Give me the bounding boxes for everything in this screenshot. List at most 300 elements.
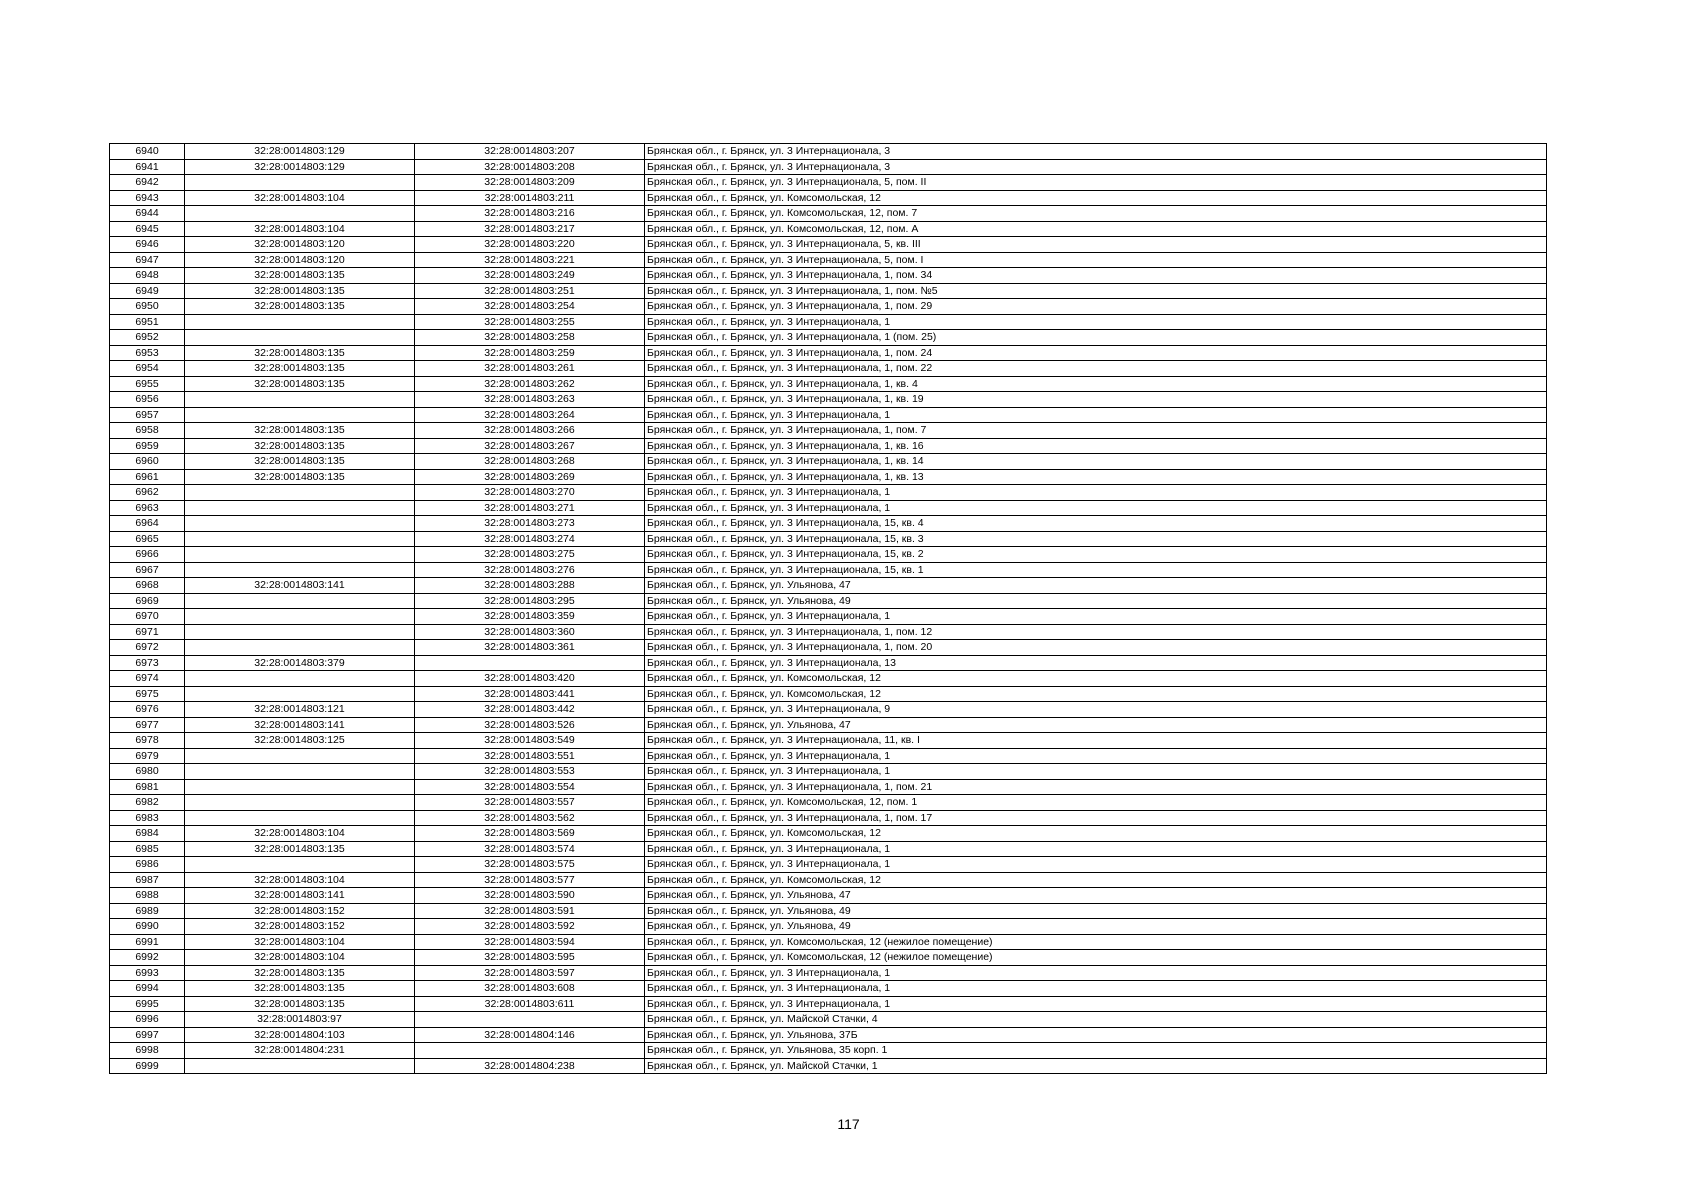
parent-cadastral-number: 32:28:0014803:152 xyxy=(185,919,415,935)
cadastral-number: 32:28:0014803:259 xyxy=(415,345,645,361)
address: Брянская обл., г. Брянск, ул. 3 Интернационала, 5, пом. I xyxy=(645,252,1547,268)
parent-cadastral-number: 32:28:0014803:121 xyxy=(185,702,415,718)
parent-cadastral-number: 32:28:0014803:135 xyxy=(185,841,415,857)
cadastral-number: 32:28:0014803:295 xyxy=(415,593,645,609)
address: Брянская обл., г. Брянск, ул. 3 Интернационала, 15, кв. 4 xyxy=(645,516,1547,532)
table-row xyxy=(110,299,1547,315)
cadastral-number: 32:28:0014803:208 xyxy=(415,159,645,175)
address: Брянская обл., г. Брянск, ул. 3 Интернационала, 1 xyxy=(645,500,1547,516)
parent-cadastral-number: 32:28:0014803:141 xyxy=(185,578,415,594)
row-number: 6973 xyxy=(110,655,185,671)
table-row xyxy=(110,779,1547,795)
address: Брянская обл., г. Брянск, ул. 3 Интернационала, 1 xyxy=(645,981,1547,997)
cadastral-number: 32:28:0014803:217 xyxy=(415,221,645,237)
row-number: 6947 xyxy=(110,252,185,268)
address: Брянская обл., г. Брянск, ул. 3 Интернационала, 1, пом. 7 xyxy=(645,423,1547,439)
cadastral-number: 32:28:0014803:360 xyxy=(415,624,645,640)
table-row xyxy=(110,934,1547,950)
row-number: 6964 xyxy=(110,516,185,532)
address: Брянская обл., г. Брянск, ул. 3 Интернационала, 15, кв. 1 xyxy=(645,562,1547,578)
row-number: 6968 xyxy=(110,578,185,594)
cadastral-number: 32:28:0014803:271 xyxy=(415,500,645,516)
address: Брянская обл., г. Брянск, ул. 3 Интернационала, 1, кв. 16 xyxy=(645,438,1547,454)
table-row xyxy=(110,686,1547,702)
row-number: 6946 xyxy=(110,237,185,253)
address: Брянская обл., г. Брянск, ул. Комсомольская, 12, пом. А xyxy=(645,221,1547,237)
address: Брянская обл., г. Брянск, ул. 3 Интернационала, 1, пом. 20 xyxy=(645,640,1547,656)
address: Брянская обл., г. Брянск, ул. 3 Интернационала, 11, кв. I xyxy=(645,733,1547,749)
row-number: 6960 xyxy=(110,454,185,470)
address: Брянская обл., г. Брянск, ул. Майской Стачки, 4 xyxy=(645,1012,1547,1028)
table-row xyxy=(110,469,1547,485)
parent-cadastral-number: 32:28:0014803:104 xyxy=(185,190,415,206)
address: Брянская обл., г. Брянск, ул. 3 Интернационала, 1, кв. 4 xyxy=(645,376,1547,392)
row-number: 6988 xyxy=(110,888,185,904)
cadastral-number: 32:28:0014803:597 xyxy=(415,965,645,981)
cadastral-number: 32:28:0014803:255 xyxy=(415,314,645,330)
table-row xyxy=(110,950,1547,966)
parent-cadastral-number: 32:28:0014804:231 xyxy=(185,1043,415,1059)
parent-cadastral-number: 32:28:0014803:135 xyxy=(185,345,415,361)
parent-cadastral-number xyxy=(185,330,415,346)
row-number: 6944 xyxy=(110,206,185,222)
parent-cadastral-number xyxy=(185,516,415,532)
row-number: 6970 xyxy=(110,609,185,625)
parent-cadastral-number: 32:28:0014803:135 xyxy=(185,376,415,392)
address: Брянская обл., г. Брянск, ул. 3 Интернационала, 15, кв. 3 xyxy=(645,531,1547,547)
row-number: 6997 xyxy=(110,1027,185,1043)
address: Брянская обл., г. Брянск, ул. 3 Интернационала, 1 xyxy=(645,407,1547,423)
address: Брянская обл., г. Брянск, ул. Ульянова, 37Б xyxy=(645,1027,1547,1043)
table-row xyxy=(110,671,1547,687)
row-number: 6999 xyxy=(110,1058,185,1074)
row-number: 6949 xyxy=(110,283,185,299)
parent-cadastral-number xyxy=(185,206,415,222)
parent-cadastral-number xyxy=(185,500,415,516)
table-row xyxy=(110,407,1547,423)
parent-cadastral-number xyxy=(185,624,415,640)
parent-cadastral-number xyxy=(185,593,415,609)
address: Брянская обл., г. Брянск, ул. 3 Интернационала, 1 xyxy=(645,965,1547,981)
cadastral-number: 32:28:0014803:562 xyxy=(415,810,645,826)
table-row xyxy=(110,454,1547,470)
parent-cadastral-number: 32:28:0014803:135 xyxy=(185,965,415,981)
table-row xyxy=(110,500,1547,516)
address: Брянская обл., г. Брянск, ул. Комсомольская, 12 xyxy=(645,190,1547,206)
cadastral-number: 32:28:0014803:553 xyxy=(415,764,645,780)
table-row xyxy=(110,330,1547,346)
address: Брянская обл., г. Брянск, ул. 3 Интернационала, 1 xyxy=(645,485,1547,501)
address: Брянская обл., г. Брянск, ул. 3 Интернационала, 1, пом. №5 xyxy=(645,283,1547,299)
table-row xyxy=(110,593,1547,609)
address: Брянская обл., г. Брянск, ул. Ульянова, 47 xyxy=(645,888,1547,904)
cadastral-number: 32:28:0014803:264 xyxy=(415,407,645,423)
cadastral-number: 32:28:0014803:275 xyxy=(415,547,645,563)
parent-cadastral-number xyxy=(185,671,415,687)
table-row xyxy=(110,252,1547,268)
parent-cadastral-number: 32:28:0014803:104 xyxy=(185,950,415,966)
page-number: 117 xyxy=(837,1116,860,1132)
table-row xyxy=(110,965,1547,981)
cadastral-number xyxy=(415,1043,645,1059)
row-number: 6980 xyxy=(110,764,185,780)
row-number: 6958 xyxy=(110,423,185,439)
row-number: 6989 xyxy=(110,903,185,919)
address: Брянская обл., г. Брянск, ул. 3 Интернационала, 1 xyxy=(645,841,1547,857)
cadastral-number: 32:28:0014803:592 xyxy=(415,919,645,935)
row-number: 6959 xyxy=(110,438,185,454)
parent-cadastral-number: 32:28:0014803:129 xyxy=(185,144,415,160)
row-number: 6991 xyxy=(110,934,185,950)
row-number: 6977 xyxy=(110,717,185,733)
cadastral-number: 32:28:0014803:569 xyxy=(415,826,645,842)
cadastral-number: 32:28:0014803:268 xyxy=(415,454,645,470)
row-number: 6962 xyxy=(110,485,185,501)
table-row xyxy=(110,841,1547,857)
parent-cadastral-number: 32:28:0014803:135 xyxy=(185,981,415,997)
address: Брянская обл., г. Брянск, ул. 3 Интернационала, 13 xyxy=(645,655,1547,671)
row-number: 6971 xyxy=(110,624,185,640)
cadastral-number: 32:28:0014803:442 xyxy=(415,702,645,718)
table-row xyxy=(110,562,1547,578)
cadastral-number: 32:28:0014803:254 xyxy=(415,299,645,315)
cadastral-number: 32:28:0014803:267 xyxy=(415,438,645,454)
cadastral-number: 32:28:0014803:258 xyxy=(415,330,645,346)
parent-cadastral-number: 32:28:0014803:135 xyxy=(185,268,415,284)
row-number: 6981 xyxy=(110,779,185,795)
parent-cadastral-number xyxy=(185,485,415,501)
address: Брянская обл., г. Брянск, ул. 3 Интернационала, 5, кв. III xyxy=(645,237,1547,253)
cadastral-number: 32:28:0014804:238 xyxy=(415,1058,645,1074)
cadastral-number: 32:28:0014803:270 xyxy=(415,485,645,501)
cadastral-number: 32:28:0014803:361 xyxy=(415,640,645,656)
parent-cadastral-number xyxy=(185,1058,415,1074)
cadastral-number: 32:28:0014803:557 xyxy=(415,795,645,811)
cadastral-number: 32:28:0014803:216 xyxy=(415,206,645,222)
parent-cadastral-number: 32:28:0014803:141 xyxy=(185,717,415,733)
cadastral-number: 32:28:0014803:274 xyxy=(415,531,645,547)
parent-cadastral-number: 32:28:0014803:135 xyxy=(185,361,415,377)
address: Брянская обл., г. Брянск, ул. 3 Интернационала, 5, пом. II xyxy=(645,175,1547,191)
row-number: 6990 xyxy=(110,919,185,935)
cadastral-number: 32:28:0014803:221 xyxy=(415,252,645,268)
address: Брянская обл., г. Брянск, ул. Майской Стачки, 1 xyxy=(645,1058,1547,1074)
row-number: 6986 xyxy=(110,857,185,873)
row-number: 6965 xyxy=(110,531,185,547)
parent-cadastral-number xyxy=(185,640,415,656)
address: Брянская обл., г. Брянск, ул. 3 Интернационала, 1, пом. 29 xyxy=(645,299,1547,315)
cadastral-number: 32:28:0014803:590 xyxy=(415,888,645,904)
row-number: 6992 xyxy=(110,950,185,966)
row-number: 6979 xyxy=(110,748,185,764)
table-row xyxy=(110,578,1547,594)
table-row xyxy=(110,733,1547,749)
cadastral-number: 32:28:0014803:526 xyxy=(415,717,645,733)
parent-cadastral-number: 32:28:0014803:104 xyxy=(185,826,415,842)
row-number: 6974 xyxy=(110,671,185,687)
table-row xyxy=(110,624,1547,640)
row-number: 6941 xyxy=(110,159,185,175)
cadastral-number: 32:28:0014803:591 xyxy=(415,903,645,919)
address: Брянская обл., г. Брянск, ул. 3 Интернационала, 3 xyxy=(645,159,1547,175)
row-number: 6943 xyxy=(110,190,185,206)
parent-cadastral-number: 32:28:0014803:104 xyxy=(185,934,415,950)
row-number: 6940 xyxy=(110,144,185,160)
row-number: 6969 xyxy=(110,593,185,609)
row-number: 6983 xyxy=(110,810,185,826)
cadastral-number: 32:28:0014803:577 xyxy=(415,872,645,888)
table-row xyxy=(110,159,1547,175)
table-row xyxy=(110,1012,1547,1028)
table-row xyxy=(110,190,1547,206)
row-number: 6955 xyxy=(110,376,185,392)
address: Брянская обл., г. Брянск, ул. Ульянова, 49 xyxy=(645,903,1547,919)
row-number: 6967 xyxy=(110,562,185,578)
parent-cadastral-number: 32:28:0014803:97 xyxy=(185,1012,415,1028)
table-row xyxy=(110,702,1547,718)
table-row xyxy=(110,423,1547,439)
parent-cadastral-number xyxy=(185,609,415,625)
row-number: 6961 xyxy=(110,469,185,485)
address: Брянская обл., г. Брянск, ул. Ульянова, 49 xyxy=(645,593,1547,609)
parent-cadastral-number xyxy=(185,562,415,578)
parent-cadastral-number: 32:28:0014803:135 xyxy=(185,299,415,315)
address: Брянская обл., г. Брянск, ул. 3 Интернационала, 1, пом. 21 xyxy=(645,779,1547,795)
address: Брянская обл., г. Брянск, ул. 3 Интернационала, 1 xyxy=(645,764,1547,780)
parent-cadastral-number xyxy=(185,407,415,423)
table-row xyxy=(110,516,1547,532)
parent-cadastral-number: 32:28:0014803:141 xyxy=(185,888,415,904)
parent-cadastral-number: 32:28:0014803:135 xyxy=(185,454,415,470)
table-row xyxy=(110,376,1547,392)
row-number: 6993 xyxy=(110,965,185,981)
table-row xyxy=(110,361,1547,377)
row-number: 6996 xyxy=(110,1012,185,1028)
table-row xyxy=(110,1058,1547,1074)
cadastral-number: 32:28:0014803:269 xyxy=(415,469,645,485)
table-row xyxy=(110,717,1547,733)
parent-cadastral-number xyxy=(185,748,415,764)
address: Брянская обл., г. Брянск, ул. 3 Интернационала, 1 (пом. 25) xyxy=(645,330,1547,346)
table-row xyxy=(110,748,1547,764)
parent-cadastral-number: 32:28:0014803:129 xyxy=(185,159,415,175)
row-number: 6994 xyxy=(110,981,185,997)
cadastral-number: 32:28:0014803:595 xyxy=(415,950,645,966)
cadastral-number: 32:28:0014803:249 xyxy=(415,268,645,284)
table-row xyxy=(110,640,1547,656)
row-number: 6972 xyxy=(110,640,185,656)
table-row xyxy=(110,221,1547,237)
cadastral-number: 32:28:0014804:146 xyxy=(415,1027,645,1043)
table-row xyxy=(110,810,1547,826)
cadastral-number xyxy=(415,655,645,671)
address: Брянская обл., г. Брянск, ул. 3 Интернационала, 1 xyxy=(645,748,1547,764)
row-number: 6976 xyxy=(110,702,185,718)
row-number: 6957 xyxy=(110,407,185,423)
table-body xyxy=(110,144,1547,1074)
row-number: 6982 xyxy=(110,795,185,811)
address: Брянская обл., г. Брянск, ул. 3 Интернационала, 3 xyxy=(645,144,1547,160)
cadastral-number: 32:28:0014803:288 xyxy=(415,578,645,594)
table-row xyxy=(110,981,1547,997)
address: Брянская обл., г. Брянск, ул. 3 Интернационала, 1, пом. 12 xyxy=(645,624,1547,640)
address: Брянская обл., г. Брянск, ул. 3 Интернационала, 1 xyxy=(645,996,1547,1012)
parent-cadastral-number: 32:28:0014803:135 xyxy=(185,996,415,1012)
parent-cadastral-number xyxy=(185,779,415,795)
address: Брянская обл., г. Брянск, ул. 3 Интернационала, 15, кв. 2 xyxy=(645,547,1547,563)
row-number: 6951 xyxy=(110,314,185,330)
parent-cadastral-number xyxy=(185,764,415,780)
cadastral-number: 32:28:0014803:611 xyxy=(415,996,645,1012)
address: Брянская обл., г. Брянск, ул. Ульянова, 47 xyxy=(645,717,1547,733)
table-row xyxy=(110,438,1547,454)
parent-cadastral-number: 32:28:0014804:103 xyxy=(185,1027,415,1043)
parent-cadastral-number: 32:28:0014803:135 xyxy=(185,469,415,485)
row-number: 6948 xyxy=(110,268,185,284)
row-number: 6945 xyxy=(110,221,185,237)
row-number: 6995 xyxy=(110,996,185,1012)
table-row xyxy=(110,795,1547,811)
row-number: 6942 xyxy=(110,175,185,191)
row-number: 6984 xyxy=(110,826,185,842)
table-row xyxy=(110,206,1547,222)
address: Брянская обл., г. Брянск, ул. 3 Интернационала, 1, кв. 14 xyxy=(645,454,1547,470)
parent-cadastral-number xyxy=(185,531,415,547)
table-row xyxy=(110,919,1547,935)
table-row xyxy=(110,1043,1547,1059)
address: Брянская обл., г. Брянск, ул. 3 Интернационала, 1 xyxy=(645,314,1547,330)
address: Брянская обл., г. Брянск, ул. Комсомольская, 12 (нежилое помещение) xyxy=(645,934,1547,950)
cadastral-number xyxy=(415,1012,645,1028)
table-row xyxy=(110,314,1547,330)
table-row xyxy=(110,345,1547,361)
cadastral-number: 32:28:0014803:261 xyxy=(415,361,645,377)
address: Брянская обл., г. Брянск, ул. 3 Интернационала, 1 xyxy=(645,857,1547,873)
address: Брянская обл., г. Брянск, ул. 3 Интернационала, 1 xyxy=(645,609,1547,625)
address: Брянская обл., г. Брянск, ул. Ульянова, 35 корп. 1 xyxy=(645,1043,1547,1059)
parent-cadastral-number: 32:28:0014803:104 xyxy=(185,221,415,237)
cadastral-number: 32:28:0014803:209 xyxy=(415,175,645,191)
table-row xyxy=(110,485,1547,501)
table-row xyxy=(110,268,1547,284)
cadastral-table xyxy=(109,143,1547,1074)
address: Брянская обл., г. Брянск, ул. Комсомольская, 12, пом. 7 xyxy=(645,206,1547,222)
parent-cadastral-number xyxy=(185,810,415,826)
row-number: 6950 xyxy=(110,299,185,315)
row-number: 6963 xyxy=(110,500,185,516)
address: Брянская обл., г. Брянск, ул. 3 Интернационала, 1, пом. 22 xyxy=(645,361,1547,377)
table-row xyxy=(110,1027,1547,1043)
parent-cadastral-number: 32:28:0014803:104 xyxy=(185,872,415,888)
table-row xyxy=(110,283,1547,299)
cadastral-number: 32:28:0014803:420 xyxy=(415,671,645,687)
parent-cadastral-number xyxy=(185,175,415,191)
address: Брянская обл., г. Брянск, ул. Комсомольская, 12, пом. 1 xyxy=(645,795,1547,811)
cadastral-number: 32:28:0014803:262 xyxy=(415,376,645,392)
parent-cadastral-number: 32:28:0014803:120 xyxy=(185,237,415,253)
table-row xyxy=(110,857,1547,873)
row-number: 6966 xyxy=(110,547,185,563)
cadastral-number: 32:28:0014803:608 xyxy=(415,981,645,997)
row-number: 6952 xyxy=(110,330,185,346)
address: Брянская обл., г. Брянск, ул. Ульянова, 47 xyxy=(645,578,1547,594)
parent-cadastral-number: 32:28:0014803:125 xyxy=(185,733,415,749)
row-number: 6975 xyxy=(110,686,185,702)
table-row xyxy=(110,764,1547,780)
table-row xyxy=(110,888,1547,904)
address: Брянская обл., г. Брянск, ул. Комсомольская, 12 (нежилое помещение) xyxy=(645,950,1547,966)
table-row xyxy=(110,392,1547,408)
table-row xyxy=(110,996,1547,1012)
row-number: 6954 xyxy=(110,361,185,377)
cadastral-number: 32:28:0014803:441 xyxy=(415,686,645,702)
cadastral-number: 32:28:0014803:251 xyxy=(415,283,645,299)
table-row xyxy=(110,175,1547,191)
row-number: 6956 xyxy=(110,392,185,408)
cadastral-number: 32:28:0014803:273 xyxy=(415,516,645,532)
cadastral-number: 32:28:0014803:359 xyxy=(415,609,645,625)
address: Брянская обл., г. Брянск, ул. 3 Интернационала, 9 xyxy=(645,702,1547,718)
cadastral-number: 32:28:0014803:554 xyxy=(415,779,645,795)
row-number: 6985 xyxy=(110,841,185,857)
parent-cadastral-number xyxy=(185,547,415,563)
parent-cadastral-number: 32:28:0014803:379 xyxy=(185,655,415,671)
address: Брянская обл., г. Брянск, ул. Комсомольская, 12 xyxy=(645,671,1547,687)
address: Брянская обл., г. Брянск, ул. 3 Интернационала, 1, пом. 34 xyxy=(645,268,1547,284)
table-row xyxy=(110,144,1547,160)
address: Брянская обл., г. Брянск, ул. Комсомольская, 12 xyxy=(645,686,1547,702)
address: Брянская обл., г. Брянск, ул. 3 Интернационала, 1, кв. 13 xyxy=(645,469,1547,485)
table-row xyxy=(110,655,1547,671)
cadastral-number: 32:28:0014803:263 xyxy=(415,392,645,408)
parent-cadastral-number xyxy=(185,795,415,811)
parent-cadastral-number xyxy=(185,314,415,330)
table-row xyxy=(110,903,1547,919)
table-row xyxy=(110,872,1547,888)
address: Брянская обл., г. Брянск, ул. 3 Интернационала, 1, пом. 17 xyxy=(645,810,1547,826)
cadastral-number: 32:28:0014803:220 xyxy=(415,237,645,253)
row-number: 6978 xyxy=(110,733,185,749)
row-number: 6987 xyxy=(110,872,185,888)
parent-cadastral-number: 32:28:0014803:135 xyxy=(185,423,415,439)
parent-cadastral-number xyxy=(185,686,415,702)
cadastral-number: 32:28:0014803:594 xyxy=(415,934,645,950)
table-row xyxy=(110,531,1547,547)
address: Брянская обл., г. Брянск, ул. 3 Интернационала, 1, кв. 19 xyxy=(645,392,1547,408)
parent-cadastral-number xyxy=(185,857,415,873)
table-row xyxy=(110,547,1547,563)
address: Брянская обл., г. Брянск, ул. 3 Интернационала, 1, пом. 24 xyxy=(645,345,1547,361)
parent-cadastral-number: 32:28:0014803:152 xyxy=(185,903,415,919)
cadastral-number: 32:28:0014803:551 xyxy=(415,748,645,764)
row-number: 6953 xyxy=(110,345,185,361)
cadastral-number: 32:28:0014803:574 xyxy=(415,841,645,857)
cadastral-number: 32:28:0014803:207 xyxy=(415,144,645,160)
parent-cadastral-number xyxy=(185,392,415,408)
row-number: 6998 xyxy=(110,1043,185,1059)
parent-cadastral-number: 32:28:0014803:120 xyxy=(185,252,415,268)
address: Брянская обл., г. Брянск, ул. Комсомольская, 12 xyxy=(645,826,1547,842)
cadastral-number: 32:28:0014803:211 xyxy=(415,190,645,206)
cadastral-number: 32:28:0014803:549 xyxy=(415,733,645,749)
address: Брянская обл., г. Брянск, ул. Комсомольская, 12 xyxy=(645,872,1547,888)
table-row xyxy=(110,609,1547,625)
parent-cadastral-number: 32:28:0014803:135 xyxy=(185,283,415,299)
cadastral-number: 32:28:0014803:276 xyxy=(415,562,645,578)
table-row xyxy=(110,237,1547,253)
parent-cadastral-number: 32:28:0014803:135 xyxy=(185,438,415,454)
cadastral-number: 32:28:0014803:266 xyxy=(415,423,645,439)
